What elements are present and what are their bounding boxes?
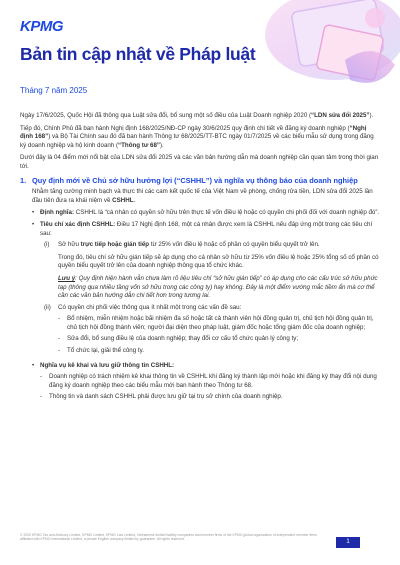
bullet-criteria: • Tiêu chí xác định CSHHL: Điều 17 Nghị định 168, một cá nhân được xem là CSHHL nếu đáp ứng một trong các tiêu chí sau:	[32, 220, 373, 237]
page-title: Bản tin cập nhật về Pháp luật	[20, 44, 256, 64]
bullet-icon: •	[32, 220, 35, 228]
intro-paragraph-1: Ngày 17/6/2025, Quốc Hội đã thông qua Luật sửa đổi, bổ sung một số điều của Luật Doanh nghiệp 2020 (“LDN sửa đổi 2025”).	[20, 112, 374, 119]
criterion-i-detail: Trong đó, tiêu chí sở hữu gián tiếp sẽ áp dụng cho cá nhân sở hữu từ 25% vốn điều lệ hoặc 25% tổng số cổ phần có quyền biểu quyết trở lên của doanh nghiệp thông qua tổ chức khác.	[58, 253, 379, 270]
bullet-icon: •	[32, 209, 35, 217]
page-number: 1	[336, 537, 360, 548]
section-heading	[20, 176, 380, 186]
bullet-definition: • Định nghĩa: CSHHL là “cá nhân có quyền sở hữu trên thực tế vốn điều lệ hoặc có quyền chi phối đối với doanh nghiệp đó”.	[32, 209, 380, 217]
obligation-list	[40, 373, 380, 402]
bullet-obligation: • Nghĩa vụ kê khai và lưu giữ thông tin CSHHL:	[32, 361, 175, 369]
section-heading-text: Quy định mới về Chủ sở hữu hưởng lợi (“CSHHL”) và nghĩa vụ thông báo của doanh nghiệp	[32, 175, 358, 185]
section-number: 1.	[20, 175, 27, 185]
footer-disclaimer: © 2025 KPMG Tax and Advisory Limited, KPMG Limited, KPMG Law Limited, Vietnamese limited liability companies and member firms of the KPMG global organization of independent member firms affiliated with KPMG International Limited, a private English company limited by guarantee. All rights reserved.	[20, 533, 317, 542]
section-content	[32, 188, 380, 402]
list-item: - Thông tin và danh sách CSHHL phải được lưu giữ tại trụ sở chính của doanh nghiệp.	[40, 393, 283, 401]
list-item: - Bổ nhiệm, miễn nhiệm hoặc bãi nhiệm đa số hoặc tất cả thành viên hội đồng quản trị, chủ tịch hội đồng quản trị, chủ tịch hội đồng thành viên; người đại diện theo pháp luật, giám đốc hoặc tổng giám đốc của doanh nghiệp;	[58, 315, 374, 331]
list-item: - Doanh nghiệp có trách nhiệm kê khai thông tin về CSHHL khi đăng ký thành lập mới hoặc khi đăng ký thay đổi nội dung đăng ký doanh nghiệp theo các biểu mẫu mới ban hành theo Thông tư 68.	[40, 373, 377, 389]
article-body	[20, 112, 380, 405]
list-item: - Sửa đổi, bổ sung điều lệ của doanh nghiệp; thay đổi cơ cấu tổ chức quản lý công ty;	[58, 335, 299, 343]
intro-paragraph-2: Tiếp đó, Chính Phủ đã ban hành Nghị định 168/2025/NĐ-CP ngày 30/6/2025 quy định chi tiết về đăng ký doanh nghiệp (“Nghị định 168”) và Bộ Tài Chính sau đó đã ban hành Thông tư 68/2025/TT-BTC ngày 01/7/2025 về các biểu mẫu sử dụng trong đăng ký doanh nghiệp và hộ kinh doanh (“Thông tư 68”).	[20, 124, 374, 149]
criterion-ii: (ii) Có quyền chi phối việc thông qua ít nhất một trong các vấn đề sau: - Bổ nhiệm, miễn nhiệm hoặc bãi nhiệm đa số hoặc tất cả thành viên hội đồng quản trị, chủ tịch hội đồng quản trị, chủ tịch hội đồng thành viên; người đại diện theo pháp luật, giám đốc hoặc tổng giám đốc của doanh nghiệp; - Sửa đổi, bổ sung điều lệ của doanh nghiệp; thay đổi cơ cấu tổ chức quản lý công ty; - Tổ chức lại, giải thể công ty.	[44, 304, 380, 359]
issue-date: Tháng 7 năm 2025	[20, 86, 88, 95]
intro-paragraph-3: Dưới đây là 04 điểm mới nổi bật của LDN sửa đổi 2025 và các văn bản hướng dẫn mà doanh nghiệp cần quan tâm trong thời gian tới.	[20, 154, 379, 170]
criterion-i: (i) Sở hữu trực tiếp hoặc gián tiếp từ 25% vốn điều lệ hoặc cổ phần có quyền biểu quyết trở lên. Trong đó, tiêu chí sở hữu gián tiếp sẽ áp dụng cho cá nhân sở hữu từ 25% vốn điều lệ hoặc 25% tổng số cổ phần có quyền biểu quyết trở lên của doanh nghiệp thông qua tổ chức khác. Lưu ý: Quy định hiện hành vẫn chưa làm rõ liệu tiêu chí “sở hữu gián tiếp” có áp dụng cho các cấu trúc sở hữu phức tạp (thông qua nhiều tầng vốn sở hữu trong các công ty) hay không. Đây là một điểm vướng mắc tiềm ẩn mà cơ thể cần các văn bản hướng dẫn chi tiết hơn trong tương lai.	[44, 241, 379, 300]
section-intro: Nhằm tăng cường minh bạch và thực thi các cam kết quốc tế của Việt Nam về phòng, chống rửa tiền, LDN sửa đổi 2025 lần đầu tiên đưa ra khái niệm về CSHHL.	[32, 188, 373, 204]
note-paragraph: Lưu ý: Quy định hiện hành vẫn chưa làm rõ liệu tiêu chí “sở hữu gián tiếp” có áp dụng cho các cấu trúc sở hữu phức tạp (thông qua nhiều tầng vốn sở hữu trong các công ty) hay không. Đây là một điểm vướng mắc tiềm ẩn mà cơ thể cần các văn bản hướng dẫn chi tiết hơn trong tương lai.	[58, 274, 378, 300]
list-item: - Tổ chức lại, giải thể công ty.	[58, 347, 144, 355]
kpmg-logo: KPMG	[20, 18, 63, 35]
bullet-icon: •	[32, 361, 35, 369]
criteria-list	[44, 241, 380, 359]
